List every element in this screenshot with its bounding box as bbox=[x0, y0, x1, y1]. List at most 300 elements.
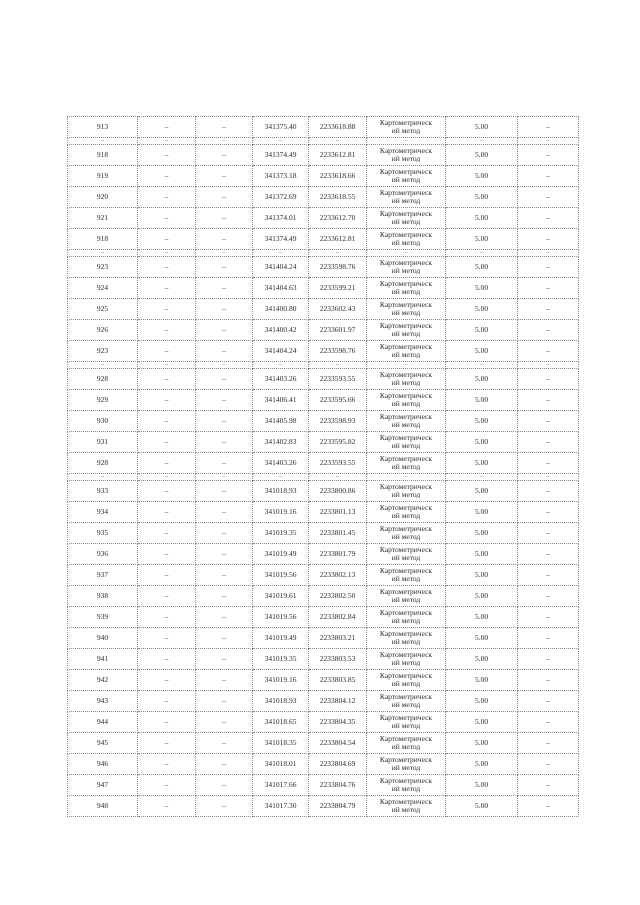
separator-row bbox=[68, 362, 579, 369]
point-number-cell: 918 bbox=[68, 229, 138, 250]
y-coordinate-cell: 2233598.76 bbox=[309, 257, 367, 278]
y-coordinate-cell: 2233595.82 bbox=[309, 432, 367, 453]
empty-cell: – bbox=[518, 628, 579, 649]
method-line-1: Картометрическ bbox=[379, 391, 433, 400]
separator-cell: – bbox=[367, 138, 446, 145]
method-line-2: ий метод bbox=[391, 532, 421, 541]
empty-cell: – bbox=[518, 712, 579, 733]
method-line-2: ий метод bbox=[391, 175, 421, 184]
method-line-2: ий метод bbox=[391, 721, 421, 730]
method-line-2: ий метод bbox=[391, 217, 421, 226]
empty-cell: – bbox=[138, 565, 196, 586]
y-coordinate-cell: 2233618.55 bbox=[309, 187, 367, 208]
method-line-1: Картометрическ bbox=[379, 482, 433, 491]
separator-cell: – bbox=[196, 138, 253, 145]
method-cell bbox=[367, 481, 446, 502]
precision-cell: 5.00 bbox=[446, 775, 518, 796]
y-coordinate-cell: 2233618.66 bbox=[309, 166, 367, 187]
method-line-2: ий метод bbox=[391, 637, 421, 646]
table-row bbox=[68, 586, 579, 607]
empty-cell: – bbox=[518, 341, 579, 362]
empty-cell: – bbox=[196, 229, 253, 250]
precision-cell: 5.00 bbox=[446, 670, 518, 691]
method-line-2: ий метод bbox=[391, 154, 421, 163]
method-line-1: Картометрическ bbox=[379, 650, 433, 659]
empty-cell: – bbox=[138, 208, 196, 229]
x-coordinate-cell: 341403.26 bbox=[253, 369, 309, 390]
point-number-cell: 937 bbox=[68, 565, 138, 586]
method-line-2: ий метод bbox=[391, 350, 421, 359]
precision-cell: 5.00 bbox=[446, 754, 518, 775]
point-number-cell: 942 bbox=[68, 670, 138, 691]
empty-cell: – bbox=[196, 754, 253, 775]
method-line-1: Картометрическ bbox=[379, 209, 433, 218]
method-cell bbox=[367, 257, 446, 278]
empty-cell: – bbox=[196, 544, 253, 565]
empty-cell: – bbox=[518, 369, 579, 390]
x-coordinate-cell: 341400.80 bbox=[253, 299, 309, 320]
x-coordinate-cell: 341372.69 bbox=[253, 187, 309, 208]
point-number-cell: 943 bbox=[68, 691, 138, 712]
point-number-cell: 926 bbox=[68, 320, 138, 341]
y-coordinate-cell: 2233612.81 bbox=[309, 229, 367, 250]
empty-cell: – bbox=[518, 257, 579, 278]
empty-cell: – bbox=[196, 628, 253, 649]
table-row bbox=[68, 145, 579, 166]
empty-cell: – bbox=[518, 208, 579, 229]
empty-cell: – bbox=[138, 341, 196, 362]
method-cell bbox=[367, 390, 446, 411]
precision-cell: 5.00 bbox=[446, 369, 518, 390]
x-coordinate-cell: 341402.83 bbox=[253, 432, 309, 453]
x-coordinate-cell: 341019.56 bbox=[253, 565, 309, 586]
separator-cell: – bbox=[309, 250, 367, 257]
empty-cell: – bbox=[138, 411, 196, 432]
empty-cell: – bbox=[518, 299, 579, 320]
empty-cell: – bbox=[518, 565, 579, 586]
x-coordinate-cell: 341374.49 bbox=[253, 145, 309, 166]
empty-cell: – bbox=[196, 411, 253, 432]
y-coordinate-cell: 2233612.81 bbox=[309, 145, 367, 166]
point-number-cell: 923 bbox=[68, 341, 138, 362]
empty-cell: – bbox=[138, 299, 196, 320]
x-coordinate-cell: 341018.01 bbox=[253, 754, 309, 775]
separator-cell: – bbox=[253, 250, 309, 257]
method-cell bbox=[367, 775, 446, 796]
x-coordinate-cell: 341019.61 bbox=[253, 586, 309, 607]
x-coordinate-cell: 341374.01 bbox=[253, 208, 309, 229]
y-coordinate-cell: 2233598.93 bbox=[309, 411, 367, 432]
empty-cell: – bbox=[138, 733, 196, 754]
table-row bbox=[68, 565, 579, 586]
table-row bbox=[68, 341, 579, 362]
method-line-1: Картометрическ bbox=[379, 776, 433, 785]
empty-cell: – bbox=[518, 229, 579, 250]
method-line-2: ий метод bbox=[391, 595, 421, 604]
method-line-1: Картометрическ bbox=[379, 230, 433, 239]
point-number-cell: 944 bbox=[68, 712, 138, 733]
empty-cell: – bbox=[138, 390, 196, 411]
method-cell bbox=[367, 166, 446, 187]
table-row bbox=[68, 390, 579, 411]
separator-cell: – bbox=[367, 474, 446, 481]
method-line-1: Картометрическ bbox=[379, 146, 433, 155]
precision-cell: 5.00 bbox=[446, 278, 518, 299]
method-line-1: Картометрическ bbox=[379, 412, 433, 421]
point-number-cell: 919 bbox=[68, 166, 138, 187]
table-row bbox=[68, 278, 579, 299]
method-cell bbox=[367, 796, 446, 817]
method-cell bbox=[367, 628, 446, 649]
empty-cell: – bbox=[138, 117, 196, 138]
method-line-1: Картометрическ bbox=[379, 566, 433, 575]
empty-cell: – bbox=[196, 796, 253, 817]
point-number-cell: 930 bbox=[68, 411, 138, 432]
method-cell bbox=[367, 208, 446, 229]
empty-cell: – bbox=[138, 544, 196, 565]
y-coordinate-cell: 2233612.70 bbox=[309, 208, 367, 229]
x-coordinate-cell: 341019.16 bbox=[253, 502, 309, 523]
empty-cell: – bbox=[138, 278, 196, 299]
empty-cell: – bbox=[138, 691, 196, 712]
empty-cell: – bbox=[518, 390, 579, 411]
x-coordinate-cell: 341019.49 bbox=[253, 544, 309, 565]
method-line-2: ий метод bbox=[391, 462, 421, 471]
y-coordinate-cell: 2233804.79 bbox=[309, 796, 367, 817]
precision-cell: 5.00 bbox=[446, 733, 518, 754]
separator-cell: – bbox=[138, 474, 196, 481]
separator-cell: – bbox=[253, 138, 309, 145]
point-number-cell: 928 bbox=[68, 453, 138, 474]
empty-cell: – bbox=[518, 670, 579, 691]
y-coordinate-cell: 2233593.55 bbox=[309, 453, 367, 474]
method-line-1: Картометрическ bbox=[379, 587, 433, 596]
method-line-1: Картометрическ bbox=[379, 545, 433, 554]
empty-cell: – bbox=[196, 145, 253, 166]
empty-cell: – bbox=[196, 649, 253, 670]
method-line-2: ий метод bbox=[391, 196, 421, 205]
method-cell bbox=[367, 502, 446, 523]
separator-cell: – bbox=[309, 362, 367, 369]
method-line-1: Картометрическ bbox=[379, 524, 433, 533]
x-coordinate-cell: 341374.49 bbox=[253, 229, 309, 250]
separator-cell: – bbox=[68, 362, 138, 369]
empty-cell: – bbox=[196, 278, 253, 299]
method-cell bbox=[367, 145, 446, 166]
method-line-2: ий метод bbox=[391, 329, 421, 338]
empty-cell: – bbox=[138, 775, 196, 796]
empty-cell: – bbox=[196, 712, 253, 733]
x-coordinate-cell: 341019.49 bbox=[253, 628, 309, 649]
point-number-cell: 946 bbox=[68, 754, 138, 775]
y-coordinate-cell: 2233804.69 bbox=[309, 754, 367, 775]
table-row bbox=[68, 649, 579, 670]
point-number-cell: 929 bbox=[68, 390, 138, 411]
table-row bbox=[68, 166, 579, 187]
x-coordinate-cell: 341403.26 bbox=[253, 453, 309, 474]
empty-cell: – bbox=[196, 320, 253, 341]
empty-cell: – bbox=[196, 369, 253, 390]
separator-cell: – bbox=[446, 250, 518, 257]
method-line-2: ий метод bbox=[391, 574, 421, 583]
empty-cell: – bbox=[518, 411, 579, 432]
empty-cell: – bbox=[196, 208, 253, 229]
method-line-1: Картометрическ bbox=[379, 755, 433, 764]
x-coordinate-cell: 341018.93 bbox=[253, 481, 309, 502]
empty-cell: – bbox=[518, 775, 579, 796]
method-line-1: Картометрическ bbox=[379, 342, 433, 351]
method-cell bbox=[367, 607, 446, 628]
table-row bbox=[68, 607, 579, 628]
method-cell bbox=[367, 432, 446, 453]
method-line-1: Картометрическ bbox=[379, 321, 433, 330]
separator-row bbox=[68, 250, 579, 257]
point-number-cell: 924 bbox=[68, 278, 138, 299]
separator-cell: – bbox=[518, 250, 579, 257]
point-number-cell: 921 bbox=[68, 208, 138, 229]
method-line-1: Картометрическ bbox=[379, 671, 433, 680]
table-row bbox=[68, 712, 579, 733]
method-line-2: ий метод bbox=[391, 616, 421, 625]
method-cell bbox=[367, 523, 446, 544]
y-coordinate-cell: 2233801.13 bbox=[309, 502, 367, 523]
empty-cell: – bbox=[196, 565, 253, 586]
method-line-2: ий метод bbox=[391, 441, 421, 450]
empty-cell: – bbox=[138, 145, 196, 166]
precision-cell: 5.00 bbox=[446, 544, 518, 565]
method-line-2: ий метод bbox=[391, 805, 421, 814]
table-row bbox=[68, 299, 579, 320]
method-line-2: ий метод bbox=[391, 238, 421, 247]
empty-cell: – bbox=[196, 670, 253, 691]
y-coordinate-cell: 2233801.45 bbox=[309, 523, 367, 544]
precision-cell: 5.00 bbox=[446, 187, 518, 208]
point-number-cell: 913 bbox=[68, 117, 138, 138]
table-row bbox=[68, 733, 579, 754]
separator-cell: – bbox=[446, 474, 518, 481]
method-line-2: ий метод bbox=[391, 420, 421, 429]
method-cell bbox=[367, 341, 446, 362]
table-body bbox=[68, 117, 579, 817]
empty-cell: – bbox=[138, 607, 196, 628]
empty-cell: – bbox=[518, 320, 579, 341]
precision-cell: 5.00 bbox=[446, 390, 518, 411]
empty-cell: – bbox=[518, 607, 579, 628]
empty-cell: – bbox=[518, 796, 579, 817]
empty-cell: – bbox=[196, 390, 253, 411]
separator-cell: – bbox=[138, 250, 196, 257]
point-number-cell: 940 bbox=[68, 628, 138, 649]
x-coordinate-cell: 341019.35 bbox=[253, 649, 309, 670]
method-line-1: Картометрическ bbox=[379, 188, 433, 197]
y-coordinate-cell: 2233802.84 bbox=[309, 607, 367, 628]
y-coordinate-cell: 2233802.50 bbox=[309, 586, 367, 607]
empty-cell: – bbox=[196, 187, 253, 208]
precision-cell: 5.00 bbox=[446, 432, 518, 453]
separator-cell: – bbox=[196, 362, 253, 369]
separator-cell: – bbox=[68, 250, 138, 257]
x-coordinate-cell: 341373.18 bbox=[253, 166, 309, 187]
table-row bbox=[68, 628, 579, 649]
method-line-1: Картометрическ bbox=[379, 734, 433, 743]
empty-cell: – bbox=[196, 733, 253, 754]
table-row bbox=[68, 257, 579, 278]
point-number-cell: 931 bbox=[68, 432, 138, 453]
method-cell bbox=[367, 586, 446, 607]
table-row bbox=[68, 544, 579, 565]
empty-cell: – bbox=[196, 607, 253, 628]
table-row bbox=[68, 502, 579, 523]
separator-cell: – bbox=[253, 474, 309, 481]
method-cell bbox=[367, 369, 446, 390]
separator-cell: – bbox=[253, 362, 309, 369]
method-cell bbox=[367, 670, 446, 691]
method-cell bbox=[367, 712, 446, 733]
x-coordinate-cell: 341019.56 bbox=[253, 607, 309, 628]
method-line-2: ий метод bbox=[391, 700, 421, 709]
separator-row bbox=[68, 138, 579, 145]
method-line-2: ий метод bbox=[391, 742, 421, 751]
precision-cell: 5.00 bbox=[446, 229, 518, 250]
table-row bbox=[68, 691, 579, 712]
separator-cell: – bbox=[68, 474, 138, 481]
method-line-2: ий метод bbox=[391, 658, 421, 667]
empty-cell: – bbox=[138, 369, 196, 390]
precision-cell: 5.00 bbox=[446, 691, 518, 712]
method-cell bbox=[367, 229, 446, 250]
precision-cell: 5.00 bbox=[446, 628, 518, 649]
y-coordinate-cell: 2233804.76 bbox=[309, 775, 367, 796]
table-row bbox=[68, 432, 579, 453]
coordinates-table bbox=[67, 116, 579, 817]
empty-cell: – bbox=[196, 453, 253, 474]
empty-cell: – bbox=[138, 166, 196, 187]
empty-cell: – bbox=[196, 257, 253, 278]
x-coordinate-cell: 341405.98 bbox=[253, 411, 309, 432]
method-cell bbox=[367, 733, 446, 754]
y-coordinate-cell: 2233804.54 bbox=[309, 733, 367, 754]
empty-cell: – bbox=[518, 481, 579, 502]
empty-cell: – bbox=[138, 257, 196, 278]
empty-cell: – bbox=[196, 586, 253, 607]
y-coordinate-cell: 2233599.21 bbox=[309, 278, 367, 299]
table-row bbox=[68, 187, 579, 208]
point-number-cell: 947 bbox=[68, 775, 138, 796]
precision-cell: 5.00 bbox=[446, 145, 518, 166]
y-coordinate-cell: 2233804.35 bbox=[309, 712, 367, 733]
empty-cell: – bbox=[196, 523, 253, 544]
y-coordinate-cell: 2233803.53 bbox=[309, 649, 367, 670]
precision-cell: 5.00 bbox=[446, 649, 518, 670]
table-row bbox=[68, 670, 579, 691]
point-number-cell: 939 bbox=[68, 607, 138, 628]
method-cell bbox=[367, 187, 446, 208]
empty-cell: – bbox=[196, 502, 253, 523]
method-line-1: Картометрическ bbox=[379, 797, 433, 806]
point-number-cell: 938 bbox=[68, 586, 138, 607]
empty-cell: – bbox=[518, 166, 579, 187]
y-coordinate-cell: 2233801.79 bbox=[309, 544, 367, 565]
empty-cell: – bbox=[196, 166, 253, 187]
method-line-2: ий метод bbox=[391, 490, 421, 499]
method-line-1: Картометрическ bbox=[379, 370, 433, 379]
empty-cell: – bbox=[138, 502, 196, 523]
precision-cell: 5.00 bbox=[446, 257, 518, 278]
separator-cell: – bbox=[196, 474, 253, 481]
empty-cell: – bbox=[196, 432, 253, 453]
empty-cell: – bbox=[138, 628, 196, 649]
x-coordinate-cell: 341400.42 bbox=[253, 320, 309, 341]
method-line-2: ий метод bbox=[391, 126, 421, 135]
method-line-1: Картометрическ bbox=[379, 167, 433, 176]
x-coordinate-cell: 341404.24 bbox=[253, 341, 309, 362]
y-coordinate-cell: 2233803.85 bbox=[309, 670, 367, 691]
empty-cell: – bbox=[138, 523, 196, 544]
method-line-2: ий метод bbox=[391, 399, 421, 408]
empty-cell: – bbox=[518, 523, 579, 544]
empty-cell: – bbox=[518, 117, 579, 138]
x-coordinate-cell: 341406.41 bbox=[253, 390, 309, 411]
method-line-1: Картометрическ bbox=[379, 692, 433, 701]
table-row bbox=[68, 369, 579, 390]
precision-cell: 5.00 bbox=[446, 523, 518, 544]
empty-cell: – bbox=[518, 754, 579, 775]
empty-cell: – bbox=[518, 453, 579, 474]
empty-cell: – bbox=[138, 229, 196, 250]
precision-cell: 5.00 bbox=[446, 796, 518, 817]
precision-cell: 5.00 bbox=[446, 208, 518, 229]
separator-cell: – bbox=[138, 138, 196, 145]
method-line-2: ий метод bbox=[391, 287, 421, 296]
method-line-1: Картометрическ bbox=[379, 118, 433, 127]
x-coordinate-cell: 341019.35 bbox=[253, 523, 309, 544]
point-number-cell: 933 bbox=[68, 481, 138, 502]
method-line-1: Картометрическ bbox=[379, 433, 433, 442]
method-cell bbox=[367, 691, 446, 712]
empty-cell: – bbox=[138, 187, 196, 208]
empty-cell: – bbox=[138, 432, 196, 453]
method-line-1: Картометрическ bbox=[379, 503, 433, 512]
empty-cell: – bbox=[196, 481, 253, 502]
empty-cell: – bbox=[138, 712, 196, 733]
separator-cell: – bbox=[68, 138, 138, 145]
empty-cell: – bbox=[138, 754, 196, 775]
table-row bbox=[68, 229, 579, 250]
empty-cell: – bbox=[138, 481, 196, 502]
method-cell bbox=[367, 453, 446, 474]
empty-cell: – bbox=[138, 453, 196, 474]
method-line-2: ий метод bbox=[391, 679, 421, 688]
point-number-cell: 945 bbox=[68, 733, 138, 754]
method-line-2: ий метод bbox=[391, 308, 421, 317]
method-line-1: Картометрическ bbox=[379, 300, 433, 309]
precision-cell: 5.00 bbox=[446, 299, 518, 320]
x-coordinate-cell: 341404.63 bbox=[253, 278, 309, 299]
method-line-1: Картометрическ bbox=[379, 629, 433, 638]
point-number-cell: 920 bbox=[68, 187, 138, 208]
x-coordinate-cell: 341017.30 bbox=[253, 796, 309, 817]
y-coordinate-cell: 2233598.76 bbox=[309, 341, 367, 362]
precision-cell: 5.00 bbox=[446, 320, 518, 341]
empty-cell: – bbox=[138, 649, 196, 670]
table-row bbox=[68, 208, 579, 229]
precision-cell: 5.00 bbox=[446, 453, 518, 474]
y-coordinate-cell: 2233595.66 bbox=[309, 390, 367, 411]
precision-cell: 5.00 bbox=[446, 712, 518, 733]
point-number-cell: 928 bbox=[68, 369, 138, 390]
method-cell bbox=[367, 544, 446, 565]
table-row bbox=[68, 117, 579, 138]
